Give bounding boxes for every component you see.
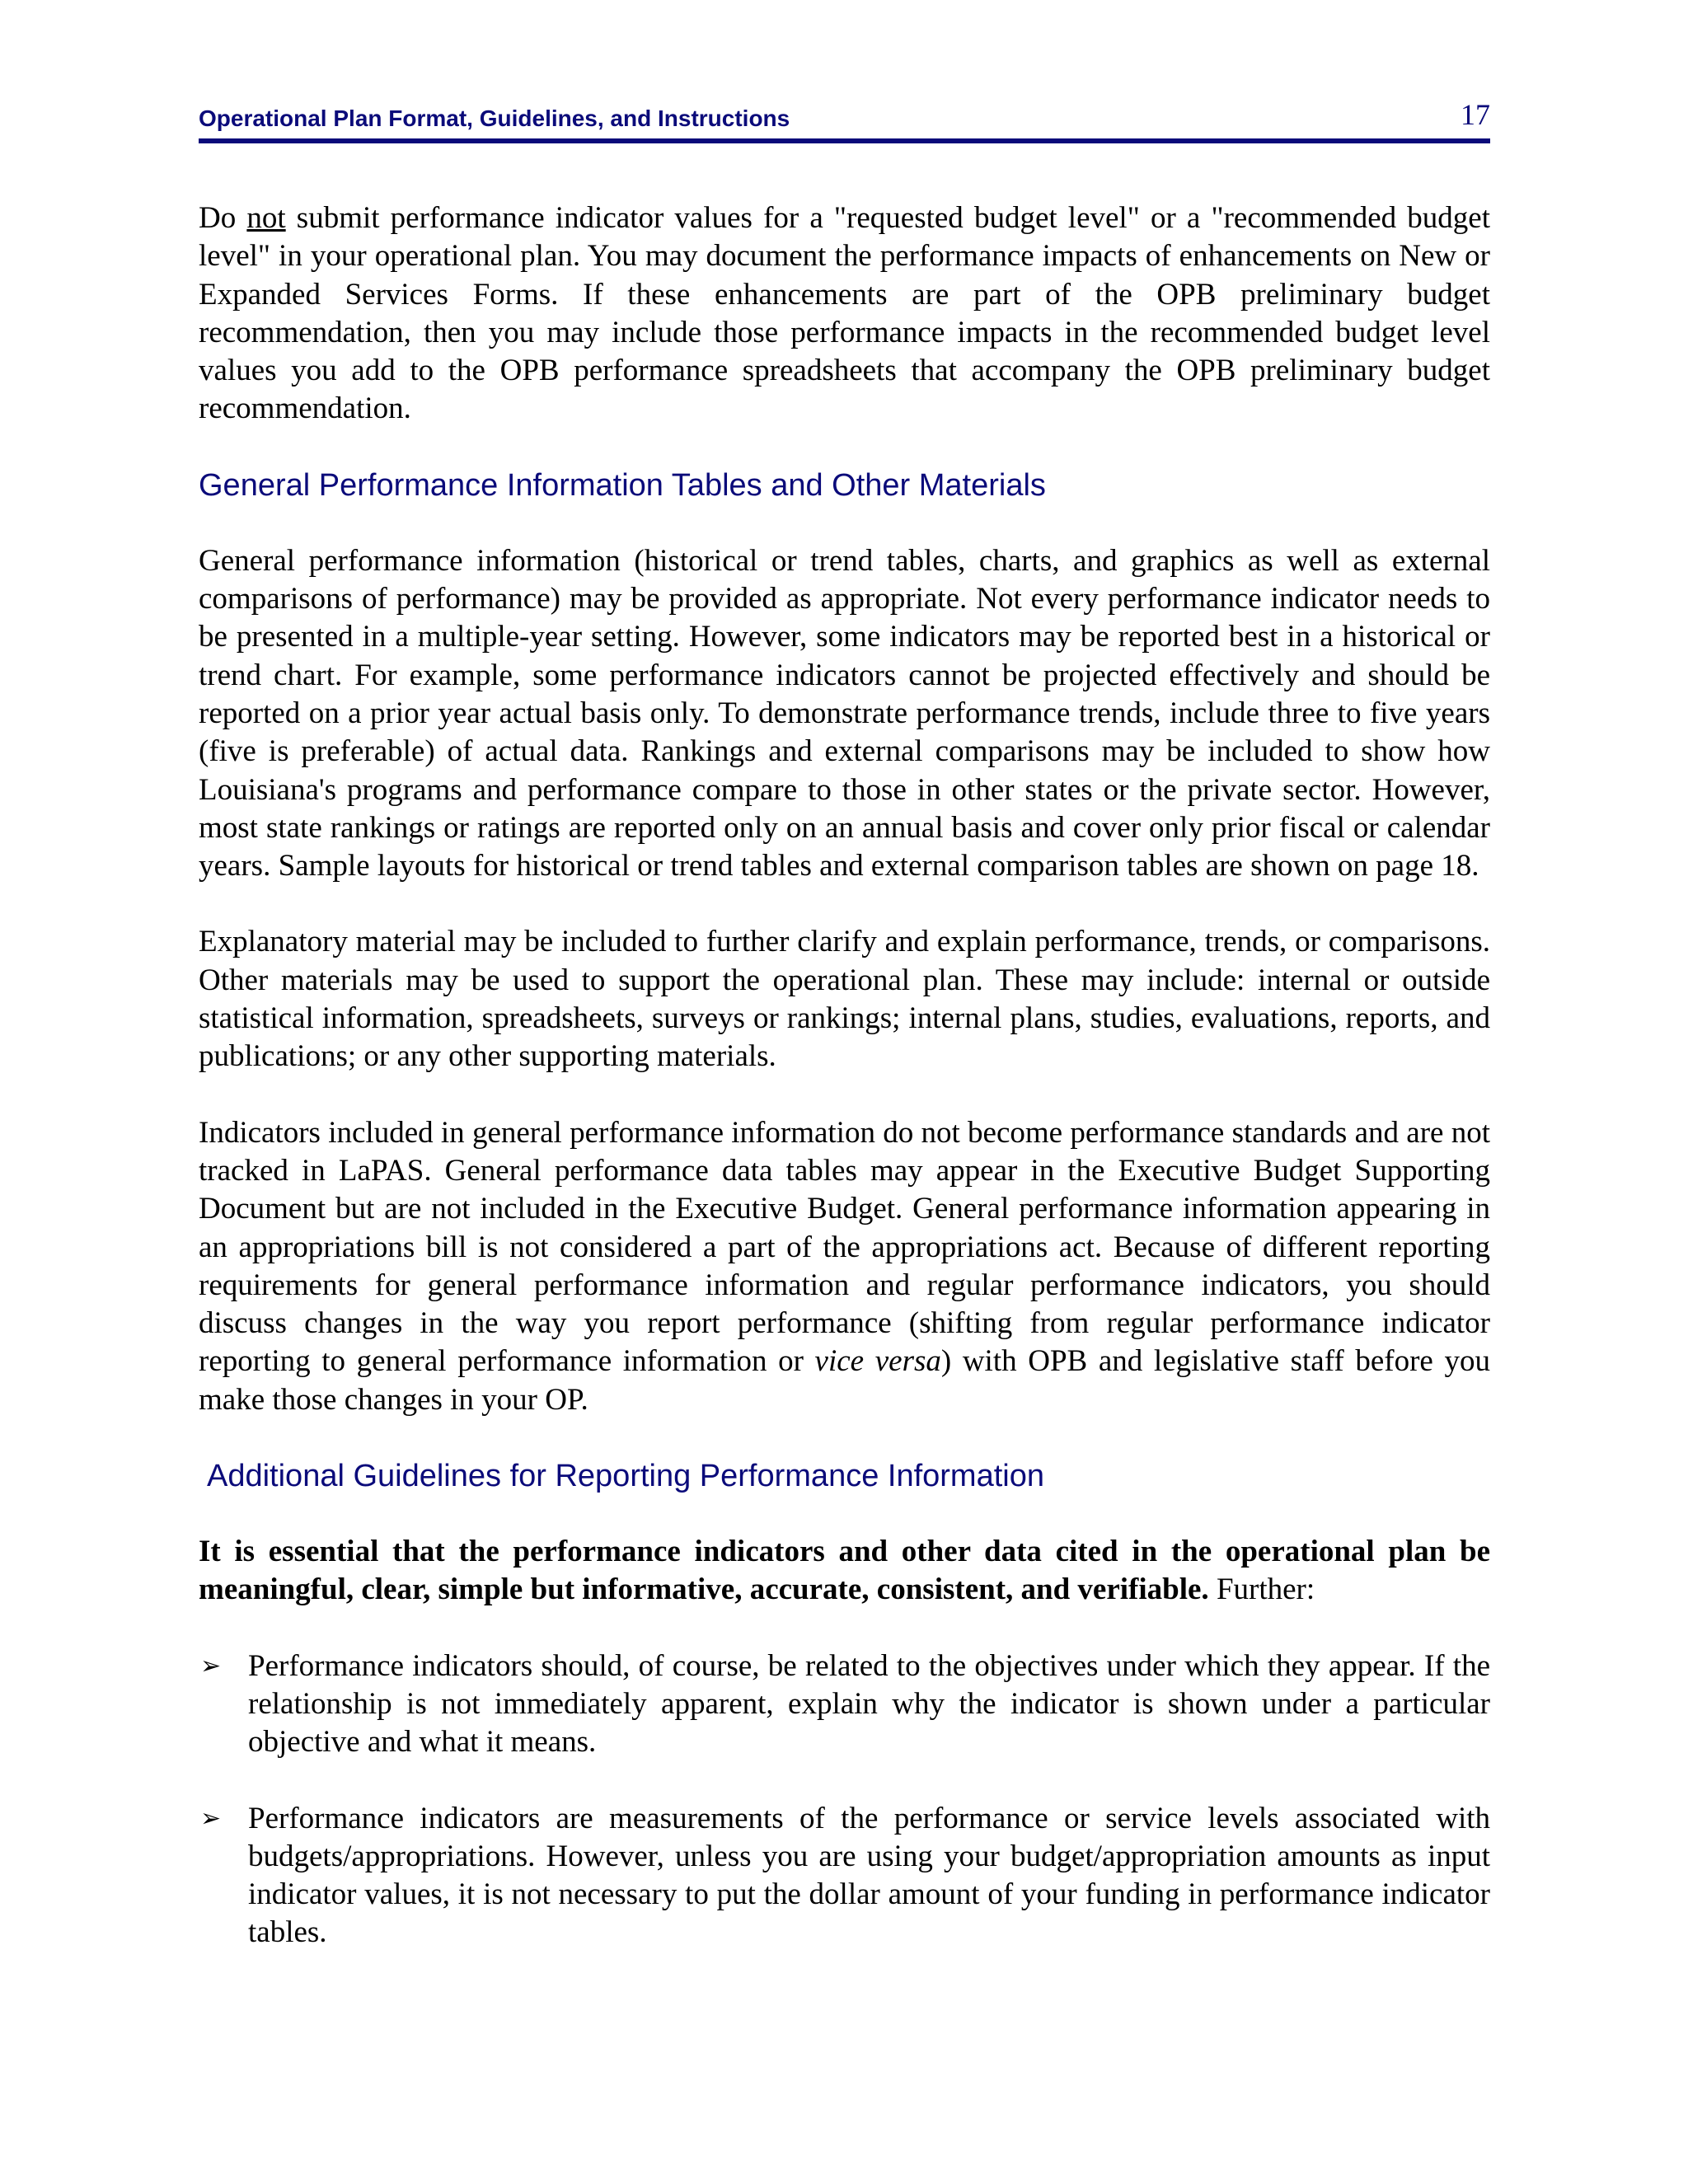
guidelines-bullet-list xyxy=(199,1647,1490,1952)
bold-essential-statement: It is essential that the performance indicators and other data cited in the operational plan be meaningful, clear, simple but informative, accurate, consistent, and verifiable. xyxy=(199,1535,1490,1607)
page-number: 17 xyxy=(1461,98,1490,131)
section-heading-general-performance: General Performance Information Tables and Other Materials xyxy=(199,467,1046,503)
list-item xyxy=(199,1647,1490,1762)
paragraph-indicators-general-info xyxy=(199,1114,1490,1419)
paragraph-budget-level xyxy=(199,199,1490,429)
arrowhead-bullet-icon: ➢ xyxy=(200,1651,222,1680)
document-body xyxy=(199,199,1490,1952)
paragraph-essential-statement xyxy=(199,1533,1490,1610)
paragraph-further: Further: xyxy=(1208,1572,1315,1607)
list-item-text: Performance indicators should, of course, be related to the objectives under which they appear. If the relationship is not immediately apparent, explain why the indicator is shown under a particular objective and what it means. xyxy=(248,1648,1490,1760)
paragraph-general-performance: General performance information (historical or trend tables, charts, and graphics as well as external comparisons of performance) may be provided as appropriate. Not every performance indicator needs to be presented in a multiple-year setting. However, some indicators may be reported best in a historical or trend chart. For example, some performance indicators cannot be projected effectively and should be reported on a prior year actual basis only. To demonstrate performance trends, include three to five years (five is preferable) of actual data. Rankings and external comparisons may be included to show how Louisiana's programs and performance compare to those in other states or the private sector. However, most state rankings or ratings are reported only on an annual basis and cover only prior fiscal or calendar years. Sample layouts for historical or trend tables and external comparison tables are shown on page 18. xyxy=(199,543,1490,883)
list-item-text: Performance indicators are measurements of the performance or service levels associated with budgets/appropriations. However, unless you are using your budget/appropriation amounts as input indicator values, it is not necessary to put the dollar amount of your funding in performance indicator tables. xyxy=(248,1801,1490,1950)
paragraph-explanatory-material: Explanatory material may be included to further clarify and explain performance, trends, or comparisons. Other materials may be used to support the operational plan. These may include: internal or outside statistical information, spreadsheets, surveys or rankings; internal plans, studies, evaluations, reports, and publications; or any other supporting materials. xyxy=(199,925,1490,1074)
paragraph-rest: submit performance indicator values for a "requested budget level" or a "recommended budget level" in your operational plan. You may document the performance impacts of enhancements on New or Expanded Services Forms. If these enhancements are part of the OPB preliminary budget recommendation, then you may include those performance impacts in the recommended budget level values you add to the OPB performance spreadsheets that accompany the OPB preliminary budget recommendation. xyxy=(199,201,1490,426)
paragraph-text-end: ) with OPB and legislative staff before you make those changes in your OP. xyxy=(199,1344,1490,1417)
emphasis-not: not xyxy=(246,201,286,235)
header-title: Operational Plan Format, Guidelines, and Instructions xyxy=(199,105,790,131)
paragraph-text: Indicators included in general performance information do not become performance standards and are not tracked in LaPAS. General performance data tables may appear in the Executive Budget Supporting Document but are not included in the Executive Budget. General performance information appearing in an appropriations bill is not considered a part of the appropriations act. Because of different reporting requirements for general performance information and regular performance indicators, you should discuss changes in the way you report performance (shifting from regular performance indicator reporting to general performance information or xyxy=(199,1115,1490,1379)
running-header xyxy=(199,97,1490,143)
paragraph-lead: Do xyxy=(199,201,247,235)
section-heading-additional-guidelines: Additional Guidelines for Reporting Performance Information xyxy=(207,1459,1044,1494)
italic-vice-versa: vice versa xyxy=(814,1344,941,1379)
list-item xyxy=(199,1800,1490,1952)
arrowhead-bullet-icon: ➢ xyxy=(200,1803,222,1833)
